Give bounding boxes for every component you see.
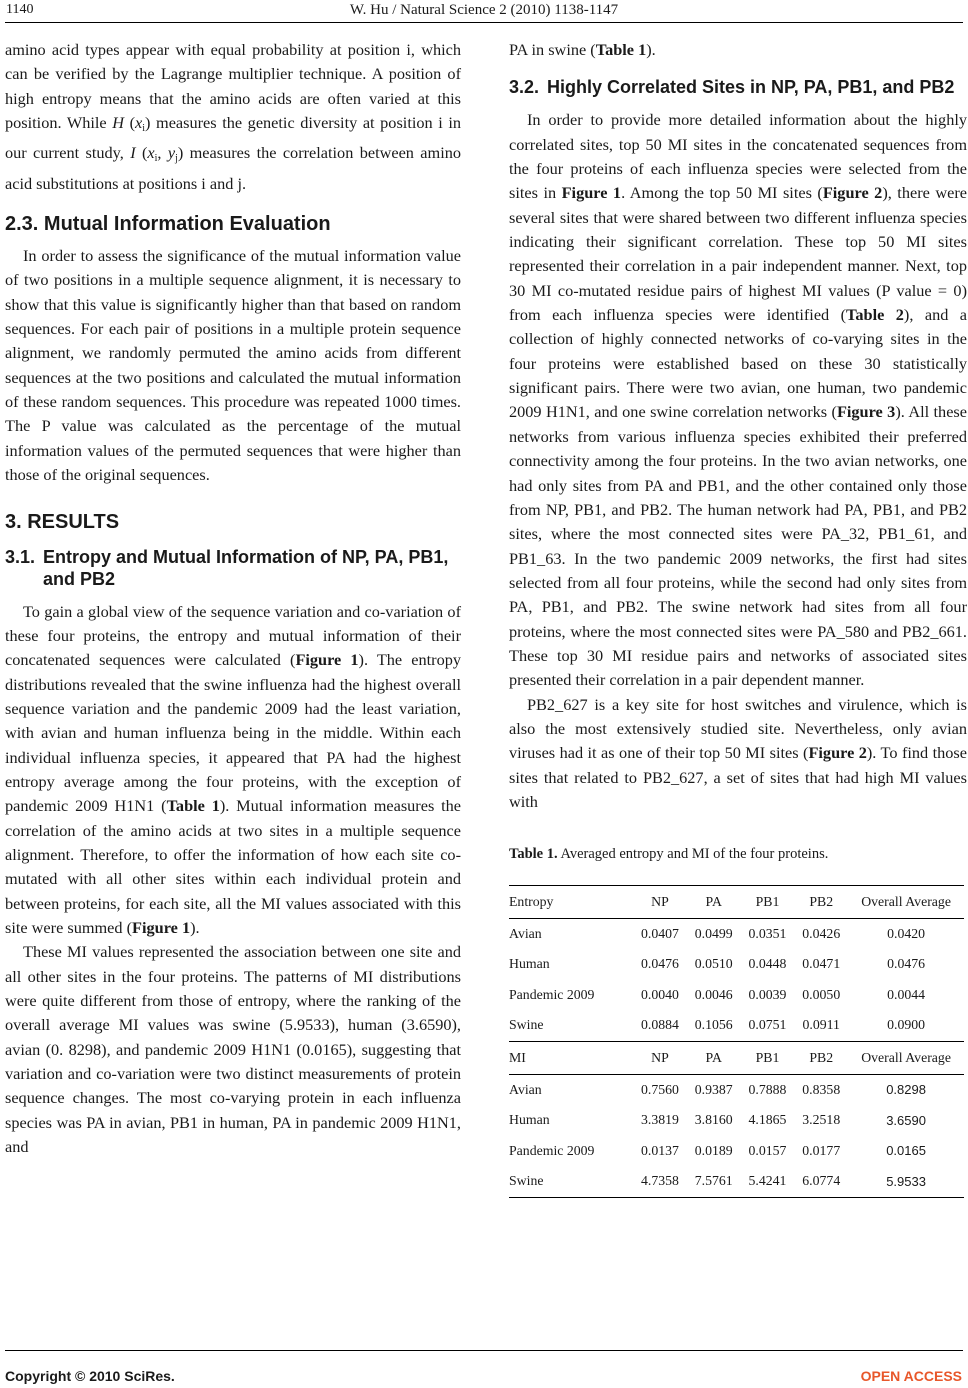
subsection-heading-3-1: 3.1. Entropy and Mutual Information of NP, PA, PB1, and PB2	[5, 546, 449, 589]
header-cell: PB2	[794, 885, 848, 918]
table-cell: 0.0476	[887, 956, 926, 972]
paragraph-correlated-sites: In order to provide more detailed information about the highly correlated sites, top 50 MI sites in the concatenated sequences from the four proteins of each influenza species were selected from the sites in Figure 1. Among the top 50 MI sites (Figure 2), there were several sites that were shared between two different influenza species indicating their significant correlation. These top 50 MI sites represented their correlation in a pair independent manner. Next, top 30 MI co-mutated residue pairs of highest MI values (P value = 0) from each influenza species were identified (Table 2), and a collection of highly connected networks of co-varying sites in the four proteins were established based on these 30 statistically significant pairs. There were two avian, one human, two pandemic 2009 H1N1, and one swine correlation networks (Figure 3). All these networks from various influenza species exhibited their preferred connectivity among the four proteins. In the two avian networks, one had only sites from PA and PB1, and the other contained only those from NP, PB1, and PB2. The human network had PA, PB1, and PB2 sites, where the most connected sites were PA_32, PB1_61, and PB1_63. In the two pandemic 2009 networks, the first had sites selected from all four proteins, while the second had only sites from PA, PB1, and PB2. The swine network had sites from all four proteins, where the most connected sites were PA_580 and PB2_661. These top 30 MI residue pairs and networks of associated sites presented their correlation in a pair dependent manner.	[509, 110, 967, 690]
footer-rule	[5, 1350, 963, 1351]
paragraph-global-view: To gain a global view of the sequence variation and co-variation of these four proteins, the entropy and mutual information of their concatenated sequences were calculated (Figure 1). The entropy distributions revealed that the swine influenza had the highest overall sequence variation and the pandemic 2009 had the least variation, with avian and human influenza being in the middle. Within each individual influenza species, it appeared that PA had the highest entropy average among the four proteins, with the exception of pandemic 2009 H1N1 (Table 1). Mutual information measures the correlation of the amino acids at two sites in a multiple sequence alignment. Therefore, to offer the information of how each site co-mutated with all other sites within each individual protein and between proteins, for each site, all the MI values associated with this site were summed (Figure 1).	[5, 601, 462, 937]
table-cell: 0.0911	[802, 1017, 840, 1033]
table-cell: 0.0157	[748, 1142, 787, 1158]
table-cell: 7.5761	[687, 1166, 741, 1197]
header-cell: PB1	[741, 1041, 795, 1074]
row-label: Human	[509, 1112, 550, 1128]
figure-2-ref: Figure 2	[822, 183, 883, 203]
table-cell: 0.8298	[886, 1082, 926, 1098]
table-row	[509, 949, 964, 980]
table-1-ref: Table 1	[595, 40, 647, 59]
table-cell: 3.6590	[886, 1112, 926, 1128]
row-label: Swine	[509, 1166, 633, 1197]
table-row	[509, 1166, 964, 1197]
table-cell: 0.0510	[694, 956, 733, 972]
section-heading-results: 3. RESULTS	[5, 510, 120, 533]
table-row	[509, 1074, 964, 1105]
figure-3-ref: Figure 3	[836, 402, 896, 422]
subsection-heading-3-2: 3.2. Highly Correlated Sites in NP, PA, PB1, and PB2	[509, 77, 955, 98]
table-cell: 0.0137	[640, 1142, 679, 1158]
figure-2-ref: Figure 2	[808, 743, 867, 763]
table-1-ref: Table 1	[166, 796, 220, 816]
section-heading-2-3: 2.3. Mutual Information Evaluation	[5, 213, 331, 236]
table-cell: 0.7560	[640, 1081, 679, 1097]
table-cell: 0.0039	[748, 986, 787, 1002]
table-cell: 0.0884	[640, 1017, 679, 1033]
header-rule	[5, 22, 963, 23]
right-column	[509, 38, 967, 1198]
table-row	[509, 1105, 964, 1136]
table-cell: 3.8160	[694, 1112, 733, 1128]
table-row	[509, 1136, 964, 1167]
row-label: Pandemic 2009	[509, 1142, 595, 1158]
table-cell: 0.0050	[802, 986, 841, 1002]
table-cell: 0.0476	[640, 956, 679, 972]
header-cell: NP	[633, 1041, 687, 1074]
figure-1-ref: Figure 1	[295, 650, 359, 670]
table-cell: 0.0165	[886, 1143, 926, 1159]
table-cell: 0.0471	[802, 956, 841, 972]
header-cell: PA	[687, 885, 741, 918]
table-row	[509, 1010, 964, 1041]
paragraph-continuation: amino acid types appear with equal probability at position i, which can be verified by the Lagrange multiplier technique. A position of high entropy means that the amino acids are often varied at this position. While H $(x_i)$ measures the genetic diversity at position i in our current study, I ($x_i$, $y_j$) measures the correlation between amino acid substitutions at positions i and j.	[5, 40, 462, 193]
header-cell: Overall Average	[848, 1041, 964, 1074]
table-cell: 0.0426	[802, 925, 841, 941]
row-label: Human	[509, 956, 550, 972]
table-row	[509, 918, 964, 949]
open-access-label: OPEN ACCESS	[860, 1368, 962, 1384]
table-cell: 0.0189	[694, 1142, 733, 1158]
row-label: Pandemic 2009	[509, 986, 595, 1002]
table-cell: 0.0046	[694, 986, 733, 1002]
row-label: Swine	[509, 1017, 544, 1033]
paragraph-continuation-right: PA in swine (Table 1).	[509, 40, 656, 59]
header-cell: MI	[509, 1041, 633, 1074]
header-cell: Overall Average	[848, 885, 964, 918]
table-header-row	[509, 1041, 964, 1074]
table-cell: 0.7888	[748, 1081, 787, 1097]
table-cell: 0.0900	[887, 1017, 926, 1033]
table-cell: 0.9387	[694, 1081, 733, 1097]
table-cell: 0.1056	[694, 1017, 733, 1033]
table-cell: 0.0407	[640, 925, 679, 941]
entropy-mi-table	[509, 885, 964, 1198]
copyright-notice: Copyright © 2010 SciRes.	[5, 1368, 175, 1384]
table-cell: 0.0044	[887, 986, 926, 1002]
table-cell: 0.0177	[802, 1142, 841, 1158]
table-row	[509, 980, 964, 1011]
row-label: Avian	[509, 1081, 542, 1097]
running-header: W. Hu / Natural Science 2 (2010) 1138-1147	[349, 2, 619, 18]
table-cell: 0.0420	[887, 925, 926, 941]
table-cell: 5.9533	[848, 1166, 964, 1197]
header-cell: PB2	[794, 1041, 848, 1074]
table-cell: 5.4241	[741, 1166, 795, 1197]
table-cell: 3.2518	[802, 1112, 841, 1128]
row-label: Avian	[509, 925, 542, 941]
left-column	[5, 38, 461, 1159]
table-cell: 4.1865	[748, 1112, 787, 1128]
table-cell: 0.0499	[694, 925, 733, 941]
figure-1-ref: Figure 1	[132, 917, 191, 937]
header-cell: NP	[633, 885, 687, 918]
header-cell: Entropy	[509, 885, 633, 918]
table-cell: 0.0351	[748, 925, 787, 941]
table-header-row	[509, 885, 964, 918]
table-cell: 3.3819	[640, 1112, 679, 1128]
table-cell: 6.0774	[794, 1166, 848, 1197]
paragraph-pb2-627: PB2_627 is a key site for host switches and virulence, which is also the most extensively studied site. Nevertheless, only avian viruses had it as one of their top 50 MI sites (Figure 2). To find those sites that related to PB2_627, a set of sites that had high MI values with	[509, 694, 967, 811]
header-cell: PA	[687, 1041, 741, 1074]
paragraph-mi-evaluation: In order to assess the significance of the mutual information value of two positions in a multiple sequence alignment, it is necessary to show that this value is significantly higher than that based on random sequences. For each pair of positions in a multiple protein sequence alignment, we randomly permuted the amino acids from different sequences at the two positions and calculated the mutual information of these random sequences. This procedure was repeated 1000 times. The P value was calculated as the percentage of the mutual information values of the permuted sequences that were higher than those of the original sequences.	[5, 246, 461, 485]
page-number: 1140	[6, 2, 34, 17]
table-cell: 0.0448	[748, 956, 787, 972]
figure-1-ref: Figure 1	[561, 183, 622, 203]
table-cell: 0.8358	[802, 1081, 841, 1097]
table-cell: 0.0751	[748, 1017, 787, 1033]
paragraph-mi-values: These MI values represented the association between one site and all other sites in the four proteins. The patterns of MI distributions were quite different from those of entropy, where the ranking of the overall average MI values was swine (5.9533), human (3.6590), avian (0. 8298), and pandemic 2009 H1N1 (0.0165), suggesting that variation and co-variation were two distinct measurements of protein sequence changes. The most co-varying protein in each influenza species was PA in avian, PB1 in human, PA in pandemic 2009 H1N1, and	[5, 942, 461, 1157]
table-cell: 4.7358	[633, 1166, 687, 1197]
header-cell: PB1	[741, 885, 795, 918]
table-caption: Table 1. Averaged entropy and MI of the four proteins.	[509, 846, 829, 863]
table-2-ref: Table 2	[846, 305, 904, 325]
table-cell: 0.0040	[640, 986, 679, 1002]
